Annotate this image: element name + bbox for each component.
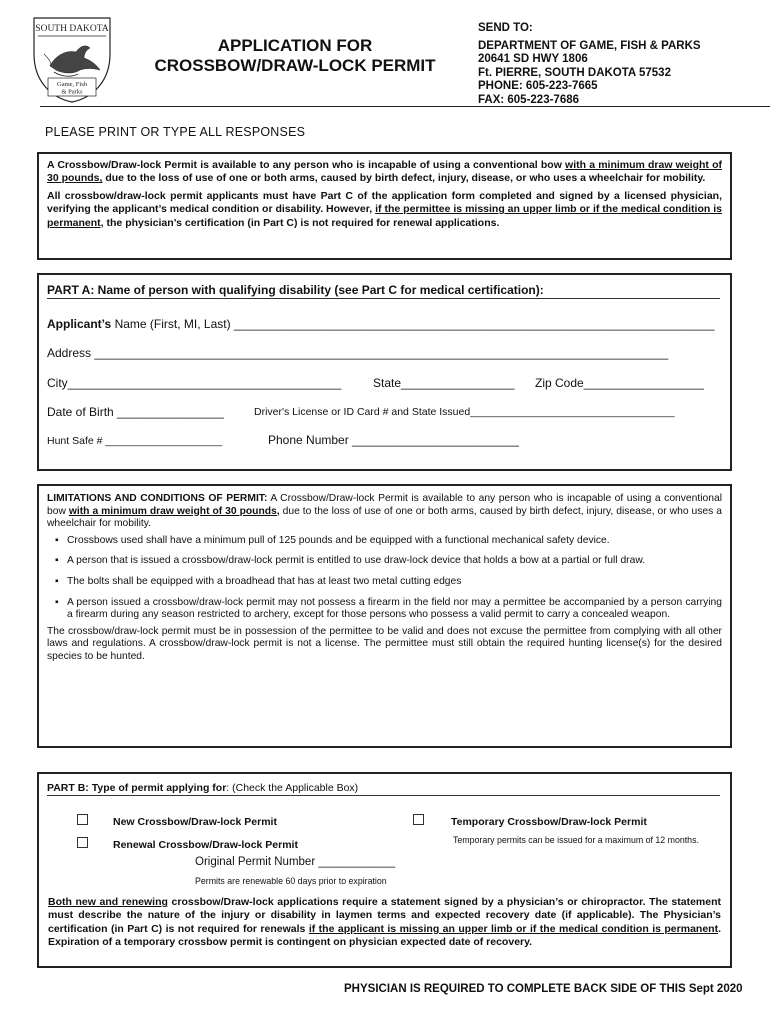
limitations-section bbox=[37, 484, 732, 748]
renewal-permit-checkbox[interactable] bbox=[77, 837, 88, 848]
new-permit-checkbox[interactable] bbox=[77, 814, 88, 825]
limitations-list bbox=[47, 535, 722, 622]
zip-code-field[interactable]: Zip Code__________________ bbox=[535, 376, 704, 390]
city-field[interactable]: City_________________________________________ bbox=[47, 376, 342, 390]
send-to-address bbox=[478, 22, 701, 108]
send-to-label: SEND TO: bbox=[478, 22, 533, 34]
new-permit-label: New Crossbow/Draw-lock Permit bbox=[113, 816, 277, 828]
footer-notice: PHYSICIAN IS REQUIRED TO COMPLETE BACK SIDE OF THIS Sept 2020 bbox=[344, 983, 743, 995]
title-line-2: CROSSBOW/DRAW-LOCK PERMIT bbox=[154, 56, 436, 75]
part-a-heading: PART A: Name of person with qualifying disability (see Part C for medical certification): bbox=[47, 283, 720, 299]
limitations-intro: LIMITATIONS AND CONDITIONS OF PERMIT: A Crossbow/Draw-lock Permit is available to any person who is incapable of using a conventional bow with a minimum draw weight of 30 pounds, due to the loss of use of one or both arms, caused by birth defect, injury, disease, or who uses a wheelchair for mobility. bbox=[47, 493, 722, 530]
form-title bbox=[140, 36, 450, 76]
seal-bottom-text-2: & Parks bbox=[61, 88, 83, 96]
renewal-permit-label: Renewal Crossbow/Draw-lock Permit bbox=[113, 839, 298, 851]
send-to-line: 20641 SD HWY 1806 bbox=[478, 53, 588, 66]
send-to-line: PHONE: 605-223-7665 bbox=[478, 80, 598, 93]
applicant-name-field[interactable]: Applicant’s Name (First, MI, Last) ________________________________________________________________________ bbox=[47, 317, 715, 331]
temporary-permit-note: Temporary permits can be issued for a maximum of 12 months. bbox=[453, 835, 699, 845]
part-b-heading: PART B: Type of permit applying for: (Check the Applicable Box) bbox=[47, 782, 720, 796]
seal-bottom-text-1: Game, Fish bbox=[57, 81, 87, 88]
send-to-line: DEPARTMENT OF GAME, FISH & PARKS bbox=[478, 39, 701, 52]
header-divider bbox=[40, 106, 770, 107]
intro-box bbox=[37, 152, 732, 260]
temporary-permit-label: Temporary Crossbow/Draw-lock Permit bbox=[451, 816, 647, 828]
date-of-birth-field[interactable]: Date of Birth ________________ bbox=[47, 405, 224, 419]
send-to-line: FAX: 605-223-7686 bbox=[478, 93, 580, 106]
intro-paragraph-1: A Crossbow/Draw-lock Permit is available to any person who is incapable of using a conventional bow with a minimum draw weight of 30 pounds, due to the loss of use of one or both arms, caused by birth defect, injury, disease, or who uses a wheelchair for mobility. bbox=[47, 159, 722, 185]
part-b-section bbox=[37, 772, 732, 968]
part-a-section bbox=[37, 273, 732, 471]
sd-gfp-seal-logo bbox=[30, 14, 114, 104]
renewable-note: Permits are renewable 60 days prior to expiration bbox=[195, 876, 387, 886]
list-item: ▪ The bolts shall be equipped with a broadhead that has at least two metal cutting edges bbox=[55, 575, 462, 587]
drivers-license-field[interactable]: Driver's License or ID Card # and State Issued___________________________________ bbox=[254, 406, 675, 418]
temporary-permit-checkbox[interactable] bbox=[413, 814, 424, 825]
phone-number-field[interactable]: Phone Number _________________________ bbox=[268, 433, 519, 447]
state-field[interactable]: State_________________ bbox=[373, 376, 515, 390]
title-line-1: APPLICATION FOR bbox=[217, 36, 373, 55]
part-b-requirements-note: Both new and renewing crossbow/Draw-lock applications require a statement signed by a physician’s or chiropractor. The statement must describe the nature of the injury or disability in laymen terms and expected recovery date (if applicable). The Physician’s certification (in Part C) is not required for renewals if the applicant is missing an upper limb or if the medical condition is permanent. Expiration of a temporary crossbow permit is contingent on physician expected date of recovery. bbox=[48, 896, 721, 949]
list-item: ▪ Crossbows used shall have a minimum pull of 125 pounds and be equipped with a functional mechanical safety device. bbox=[55, 534, 610, 546]
hunt-safe-field[interactable]: Hunt Safe # ____________________ bbox=[47, 435, 223, 447]
print-instructions: PLEASE PRINT OR TYPE ALL RESPONSES bbox=[45, 125, 306, 139]
list-item: ▪ A person issued a crossbow/draw-lock permit may not possess a firearm in the field nor may a permittee be accompanied by a person carrying a firearm during any season restricted to archery, except for those persons who possess a valid permit to carry a concealed weapon. bbox=[55, 596, 722, 621]
seal-top-text: SOUTH DAKOTA bbox=[35, 24, 109, 34]
limitations-closing: The crossbow/draw-lock permit must be in possession of the permittee to be valid and does not excuse the permittee from complying with all other laws and regulations. A crossbow/draw-lock permit is not a license. The permittee must still obtain the required hunting license(s) for the desired species to be hunted. bbox=[47, 625, 722, 662]
send-to-line: Ft. PIERRE, SOUTH DAKOTA 57532 bbox=[478, 66, 671, 79]
original-permit-number-field[interactable]: Original Permit Number ____________ bbox=[195, 856, 396, 868]
list-item: ▪ A person that is issued a crossbow/draw-lock permit is entitled to use draw-lock device that holds a bow at a partial or full draw. bbox=[55, 555, 646, 567]
address-field[interactable]: Address ______________________________________________________________________________________ bbox=[47, 346, 669, 360]
intro-paragraph-2: All crossbow/draw-lock permit applicants must have Part C of the application form completed and signed by a licensed physician, verifying the applicant’s medical condition or disability. However, if the permittee is missing an upper limb or if the medical condition is permanent, the physician’s certification (in Part C) is not required for renewal applications. bbox=[47, 189, 722, 229]
